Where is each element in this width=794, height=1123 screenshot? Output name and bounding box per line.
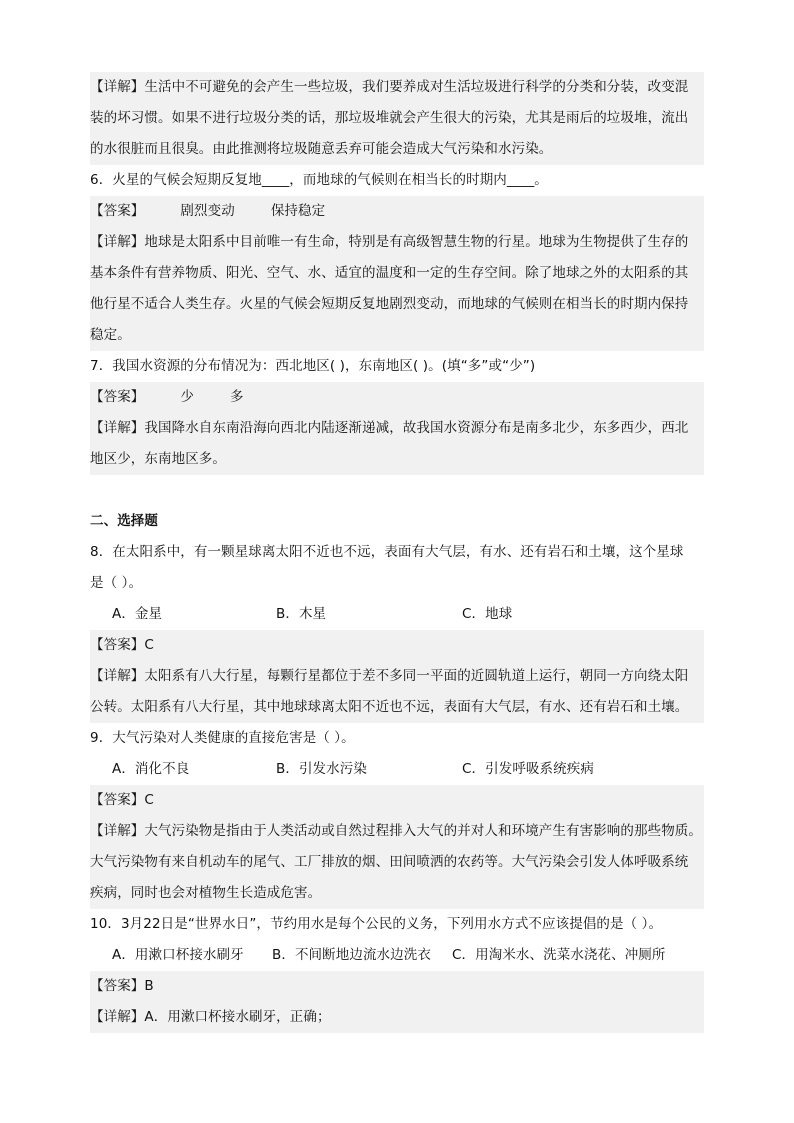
- detail-line: 地区少，东南地区多。: [90, 444, 704, 475]
- detail-line: [90, 227, 704, 258]
- options-row: [90, 940, 704, 971]
- answer-value-1: 少: [180, 389, 195, 405]
- detail-label: 【详解】: [90, 668, 145, 684]
- detail-line: [90, 1002, 704, 1033]
- question-9: 9．大气污染对人类健康的直接危害是（ ）。: [90, 730, 355, 746]
- answer-label: 【答案】: [90, 389, 145, 405]
- detail-text: A．用漱口杯接水刷牙，正确；: [144, 1009, 331, 1025]
- detail-line: 疾病，同时也会对植物生长造成危害。: [90, 878, 704, 909]
- detail-line: 的水很脏而且很臭。由此推测将垃圾随意丢弃可能会造成大气污染和水污染。: [90, 134, 704, 165]
- detail-label: 【详解】: [90, 79, 145, 95]
- answer-line: [90, 382, 704, 413]
- answer-label: 【答案】: [90, 203, 145, 219]
- detail-text: 大气污染物是指由于人类活动或自然过程排入大气的并对人和环境产生有害影响的那些物质。: [144, 823, 703, 839]
- answer-value: B: [144, 978, 154, 994]
- detail-line: 基本条件有营养物质、阳光、空气、水、适宜的温度和一定的生存空间。除了地球之外的太阳系的其: [90, 258, 704, 289]
- detail-text: 我国降水自东南沿海向西北内陆逐渐递减，故我国水资源分布是南多北少，东多西少，西北: [144, 420, 689, 436]
- detail-line: 稳定。: [90, 320, 704, 351]
- question-8-line: 是（ ）。: [90, 575, 143, 591]
- detail-text: 太阳系有八大行星，每颗行星都位于差不多同一平面的近圆轨道上运行，朝同一方向绕太阳: [144, 668, 689, 684]
- option-c: C．地球: [462, 606, 513, 622]
- detail-label: 【详解】: [90, 234, 145, 250]
- answer-value-2: 多: [230, 389, 244, 405]
- detail-line: [90, 661, 704, 692]
- detail-label: 【详解】: [90, 420, 145, 436]
- option-b: B．引发水污染: [276, 761, 367, 777]
- answer-line: [90, 785, 704, 816]
- detail-line: [90, 72, 704, 103]
- answer-value: C: [144, 792, 154, 808]
- answer-value-1: 剧烈变动: [180, 203, 235, 219]
- detail-line: 他行星不适合人类生存。火星的气候会短期反复地剧烈变动，而地球的气候则在相当长的时期内保持: [90, 289, 704, 320]
- detail-line: 装的坏习惯。如果不进行垃圾分类的话，那垃圾堆就会产生很大的污染，尤其是雨后的垃圾堆，流出: [90, 103, 704, 134]
- section-heading: 二、选择题: [90, 513, 158, 529]
- detail-line: 大气污染物有来自机动车的尾气、工厂排放的烟、田间喷洒的农药等。大气污染会引发人体呼吸系统: [90, 847, 704, 878]
- detail-line: [90, 816, 704, 847]
- spacer: [90, 475, 704, 506]
- answer-label: 【答案】: [90, 978, 145, 994]
- answer-value-2: 保持稳定: [270, 203, 326, 219]
- option-a: A．金星: [112, 606, 163, 622]
- detail-label: 【详解】: [90, 1009, 145, 1025]
- answer-label: 【答案】: [90, 637, 145, 653]
- question-8-line: 8．在太阳系中，有一颗星球离太阳不近也不远，表面有大气层，有水、还有岩石和土壤，这个星球: [90, 544, 684, 560]
- answer-value: C: [144, 637, 154, 653]
- option-c: C．用淘米水、洗菜水浇花、冲厕所: [452, 947, 666, 963]
- detail-text: 地球是太阳系中目前唯一有生命，特别是有高级智慧生物的行星。地球为生物提供了生存的: [144, 234, 689, 250]
- option-b: B．不间断地边流水边洗衣: [272, 947, 431, 963]
- option-a: A．用漱口杯接水刷牙: [112, 947, 244, 963]
- options-row: [90, 754, 704, 785]
- option-b: B．木星: [276, 606, 327, 622]
- question-6: 6．火星的气候会短期反复地____，而地球的气候则在相当长的时期内____。: [90, 172, 548, 188]
- document-page: [90, 72, 704, 1033]
- question-10: 10．3月22日是“世界水日”，节约用水是每个公民的义务，下列用水方式不应该提倡的是（ ）。: [90, 916, 663, 932]
- question-7: 7．我国水资源的分布情况为：西北地区( )，东南地区( )。(填“多”或“少”): [90, 358, 536, 374]
- detail-line: [90, 413, 704, 444]
- answer-line: [90, 971, 704, 1002]
- option-c: C．引发呼吸系统疾病: [462, 761, 594, 777]
- options-row: [90, 599, 704, 630]
- option-a: A．消化不良: [112, 761, 190, 777]
- detail-line: 公转。太阳系有八大行星，其中地球球离太阳不近也不远，表面有大气层，有水、还有岩石和土壤。: [90, 692, 704, 723]
- answer-line: [90, 196, 704, 227]
- detail-text: 生活中不可避免的会产生一些垃圾，我们要养成对生活垃圾进行科学的分类和分装，改变混: [144, 79, 689, 95]
- answer-label: 【答案】: [90, 792, 145, 808]
- answer-line: [90, 630, 704, 661]
- detail-label: 【详解】: [90, 823, 145, 839]
